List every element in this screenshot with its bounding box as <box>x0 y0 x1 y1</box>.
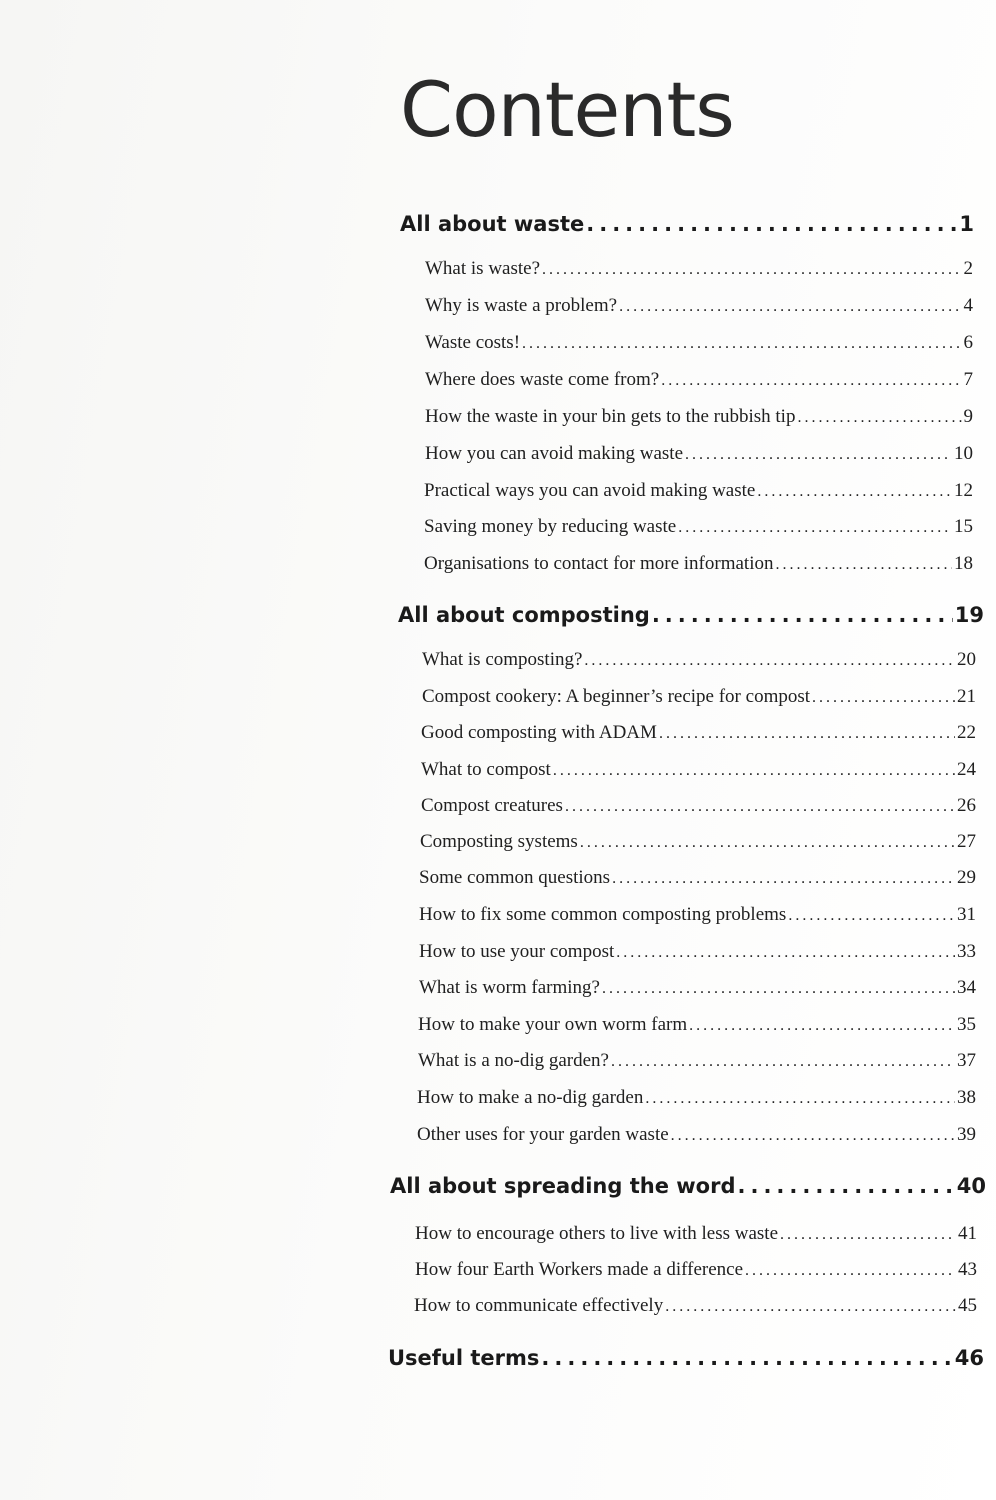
toc-page-number: 19 <box>954 603 984 627</box>
toc-item-label: Some common questions <box>419 867 611 888</box>
toc-section-composting[interactable] <box>398 603 984 627</box>
dot-leader <box>553 762 955 780</box>
toc-item-label: Practical ways you can avoid making waste <box>424 480 756 501</box>
toc-page-number: 9 <box>963 406 973 427</box>
toc-page-number: 45 <box>958 1295 977 1316</box>
toc-item[interactable] <box>425 369 973 391</box>
toc-page-number: 15 <box>954 516 973 537</box>
toc-item-label: Waste costs! <box>425 332 521 353</box>
toc-item[interactable] <box>420 831 976 853</box>
toc-page-number: 22 <box>957 722 976 743</box>
toc-item[interactable] <box>425 406 973 428</box>
toc-page-number: 34 <box>957 977 976 998</box>
toc-page-number: 39 <box>957 1124 976 1145</box>
toc-item-label: What is a no-dig garden? <box>418 1050 609 1071</box>
toc-page-number: 38 <box>957 1087 976 1108</box>
toc-page-number: 10 <box>954 443 973 464</box>
dot-leader <box>580 834 955 852</box>
toc-page-number: 31 <box>957 904 976 925</box>
toc-page-number: 37 <box>957 1050 976 1071</box>
toc-item[interactable] <box>417 1087 976 1109</box>
dot-leader <box>737 1174 954 1198</box>
toc-item-label: Saving money by reducing waste <box>424 516 677 537</box>
toc-section-waste[interactable] <box>400 212 974 236</box>
dot-leader <box>619 298 961 316</box>
dot-leader <box>586 212 957 236</box>
toc-item-label: What is waste? <box>425 258 541 279</box>
dot-leader <box>671 1127 955 1145</box>
toc-item-label: How to make your own worm farm <box>418 1014 688 1035</box>
toc-item[interactable] <box>424 480 973 502</box>
dot-leader <box>616 944 955 962</box>
toc-page-number: 24 <box>957 759 976 780</box>
toc-item[interactable] <box>424 553 973 575</box>
toc-section-label: All about spreading the word <box>390 1174 736 1198</box>
dot-leader <box>745 1262 956 1280</box>
toc-page-number: 29 <box>957 867 976 888</box>
toc-item-label: How four Earth Workers made a difference <box>415 1259 744 1280</box>
toc-item-label: How to make a no-dig garden <box>417 1087 644 1108</box>
toc-item-label: Organisations to contact for more information <box>424 553 774 574</box>
toc-page-number: 7 <box>963 369 973 390</box>
dot-leader <box>678 519 952 537</box>
toc-page-number: 41 <box>958 1223 977 1244</box>
page-title: Contents <box>400 65 734 154</box>
toc-item-label: Good composting with ADAM <box>421 722 657 743</box>
toc-section-label: Useful terms <box>388 1346 540 1370</box>
toc-item-label: Why is waste a problem? <box>425 295 618 316</box>
dot-leader <box>522 335 961 353</box>
dot-leader <box>602 980 955 998</box>
toc-item[interactable] <box>415 1259 977 1281</box>
toc-page-number: 26 <box>957 795 976 816</box>
dot-leader <box>659 725 955 743</box>
toc-page-number: 1 <box>959 212 974 236</box>
toc-section-label: All about waste <box>400 212 585 236</box>
toc-page-number: 33 <box>957 941 976 962</box>
dot-leader <box>612 870 955 888</box>
toc-page-number: 4 <box>963 295 973 316</box>
toc-page-number: 20 <box>957 649 976 670</box>
toc-item-label: Compost creatures <box>421 795 563 816</box>
dot-leader <box>780 1226 956 1244</box>
toc-item[interactable] <box>419 904 976 926</box>
toc-item[interactable] <box>424 516 973 538</box>
toc-item-label: How to use your compost <box>419 941 615 962</box>
toc-section-spreading[interactable] <box>390 1174 986 1198</box>
toc-page-number: 6 <box>963 332 973 353</box>
toc-item[interactable] <box>418 1014 976 1036</box>
toc-item[interactable] <box>425 443 973 465</box>
toc-page-number: 35 <box>957 1014 976 1035</box>
toc-item-label: How you can avoid making waste <box>425 443 684 464</box>
toc-item-label: How the waste in your bin gets to the rubbish tip <box>425 406 796 427</box>
toc-item-label: What is composting? <box>422 649 583 670</box>
toc-item[interactable] <box>425 332 973 354</box>
dot-leader <box>611 1053 955 1071</box>
dot-leader <box>542 261 961 279</box>
toc-item-label: Composting systems <box>420 831 578 852</box>
dot-leader <box>812 689 955 707</box>
toc-item[interactable] <box>415 1223 977 1245</box>
toc-item[interactable] <box>419 867 976 889</box>
dot-leader <box>584 652 955 670</box>
toc-item[interactable] <box>419 977 976 999</box>
toc-section-useful-terms[interactable] <box>388 1346 984 1370</box>
toc-page-number: 40 <box>956 1174 986 1198</box>
dot-leader <box>797 409 961 427</box>
toc-item[interactable] <box>425 295 973 317</box>
dot-leader <box>565 798 955 816</box>
toc-section-label: All about composting <box>398 603 650 627</box>
toc-item[interactable] <box>421 722 976 744</box>
toc-page-number: 18 <box>954 553 973 574</box>
dot-leader <box>665 1298 956 1316</box>
toc-page-number: 2 <box>963 258 973 279</box>
toc-page-number: 46 <box>954 1346 984 1370</box>
toc-item-label: How to encourage others to live with less waste <box>415 1223 779 1244</box>
toc-item[interactable] <box>421 795 976 817</box>
toc-page-number: 27 <box>957 831 976 852</box>
toc-item[interactable] <box>425 258 973 280</box>
toc-item[interactable] <box>422 686 976 708</box>
dot-leader <box>788 907 955 925</box>
toc-item[interactable] <box>421 759 976 781</box>
dot-leader <box>645 1090 955 1108</box>
toc-page-number: 21 <box>957 686 976 707</box>
dot-leader <box>757 483 952 501</box>
toc-item[interactable] <box>419 941 976 963</box>
toc-page-number: 12 <box>954 480 973 501</box>
toc-item-label: Other uses for your garden waste <box>417 1124 669 1145</box>
toc-item-label: Where does waste come from? <box>425 369 660 390</box>
dot-leader <box>661 372 961 390</box>
toc-item-label: What is worm farming? <box>419 977 600 998</box>
toc-item-label: Compost cookery: A beginner’s recipe for compost <box>422 686 811 707</box>
dot-leader <box>652 603 953 627</box>
dot-leader <box>689 1017 955 1035</box>
toc-page-number: 43 <box>958 1259 977 1280</box>
toc-item[interactable] <box>417 1124 976 1146</box>
toc-item-label: How to communicate effectively <box>414 1295 664 1316</box>
toc-item[interactable] <box>418 1050 976 1072</box>
toc-item-label: How to fix some common composting problems <box>419 904 787 925</box>
toc-item[interactable] <box>422 649 976 671</box>
dot-leader <box>685 446 952 464</box>
dot-leader <box>541 1346 952 1370</box>
dot-leader <box>775 556 952 574</box>
toc-item[interactable] <box>414 1295 977 1317</box>
toc-item-label: What to compost <box>421 759 551 780</box>
